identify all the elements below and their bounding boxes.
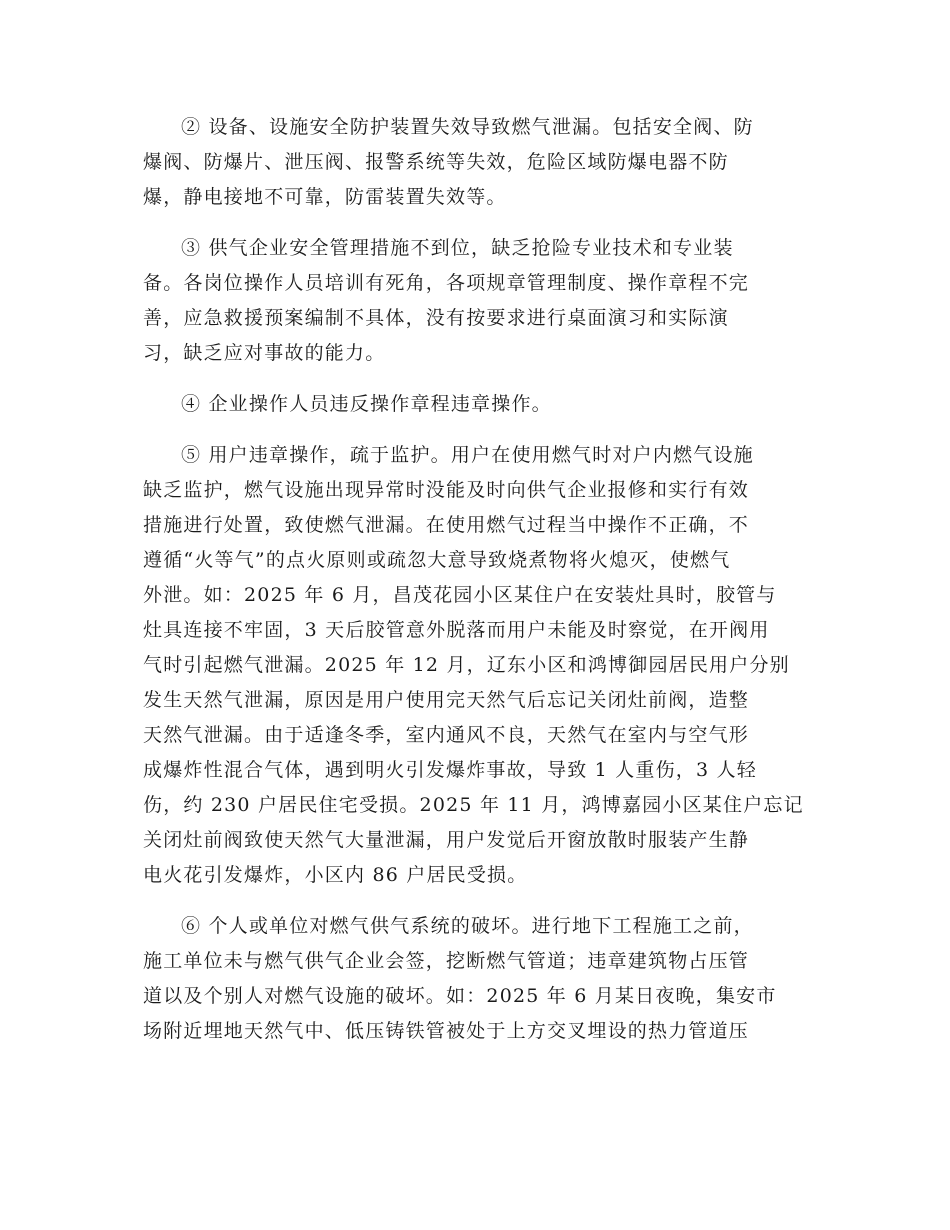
paragraph-item-2 xyxy=(143,110,808,215)
paragraph-line: 成爆炸性混合气体，遇到明火引发爆炸事故，导致 1 人重伤，3 人轻 xyxy=(143,759,757,781)
paragraph-item-6 xyxy=(143,909,808,1049)
document-body xyxy=(143,110,808,1065)
paragraph-line: 爆阀、防爆片、泄压阀、报警系统等失效，危险区域防爆电器不防 xyxy=(143,151,729,173)
paragraph-line: 习，缺乏应对事故的能力。 xyxy=(143,342,386,364)
paragraph-line: 施工单位未与燃气供气企业会签，挖断燃气管道；违章建筑物占压管 xyxy=(143,950,750,972)
paragraph-line: 缺乏监护，燃气设施出现异常时没能及时向供气企业报修和实行有效 xyxy=(143,479,750,501)
paragraph-line: ⑥ 个人或单位对燃气供气系统的破坏。进行地下工程施工之前， xyxy=(181,915,754,937)
paragraph-line: 善，应急救援预案编制不具体，没有按要求进行桌面演习和实际演 xyxy=(143,307,729,329)
paragraph-line: ③ 供气企业安全管理措施不到位，缺乏抢险专业技术和专业装 xyxy=(181,237,734,259)
paragraph-line: 场附近埋地天然气中、低压铸铁管被处于上方交叉埋设的热力管道压 xyxy=(143,1020,750,1042)
paragraph-line: 伤，约 230 户居民住宅受损。2025 年 11 月，鸿博嘉园小区某住户忘记 xyxy=(143,794,804,816)
paragraph-line: ④ 企业操作人员违反操作章程违章操作。 xyxy=(181,393,552,415)
paragraph-line: 气时引起燃气泄漏。2025 年 12 月，辽东小区和鸿博御园居民用户分别 xyxy=(143,654,790,676)
paragraph-line: 关闭灶前阀致使天然气大量泄漏，用户发觉后开窗放散时服装产生静 xyxy=(143,829,750,851)
paragraph-line: ② 设备、设施安全防护装置失效导致燃气泄漏。包括安全阀、防 xyxy=(181,116,754,138)
paragraph-item-4 xyxy=(143,387,808,422)
paragraph-line: 措施进行处置，致使燃气泄漏。在使用燃气过程当中操作不正确，不 xyxy=(143,514,750,536)
paragraph-line: 天然气泄漏。由于适逢冬季，室内通风不良，天然气在室内与空气形 xyxy=(143,724,750,746)
paragraph-line: 灶具连接不牢固，3 天后胶管意外脱落而用户未能及时察觉，在开阀用 xyxy=(143,619,770,641)
paragraph-line: 外泄。如：2025 年 6 月，昌茂花园小区某住户在安装灶具时，胶管与 xyxy=(143,584,777,606)
paragraph-item-5 xyxy=(143,438,808,893)
paragraph-line: 道以及个别人对燃气设施的破坏。如：2025 年 6 月某日夜晚，集安市 xyxy=(143,985,777,1007)
paragraph-item-3 xyxy=(143,231,808,371)
paragraph-line: 备。各岗位操作人员培训有死角，各项规章管理制度、操作章程不完 xyxy=(143,272,750,294)
paragraph-line: 电火花引发爆炸，小区内 86 户居民受损。 xyxy=(143,864,528,886)
paragraph-line: 发生天然气泄漏，原因是用户使用完天然气后忘记关闭灶前阀，造整 xyxy=(143,689,750,711)
paragraph-line: 遵循“火等气”的点火原则或疏忽大意导致烧煮物将火熄灭，使燃气 xyxy=(143,549,731,571)
paragraph-line: 爆，静电接地不可靠，防雷装置失效等。 xyxy=(143,186,507,208)
paragraph-line: ⑤ 用户违章操作，疏于监护。用户在使用燃气时对户内燃气设施 xyxy=(181,444,754,466)
